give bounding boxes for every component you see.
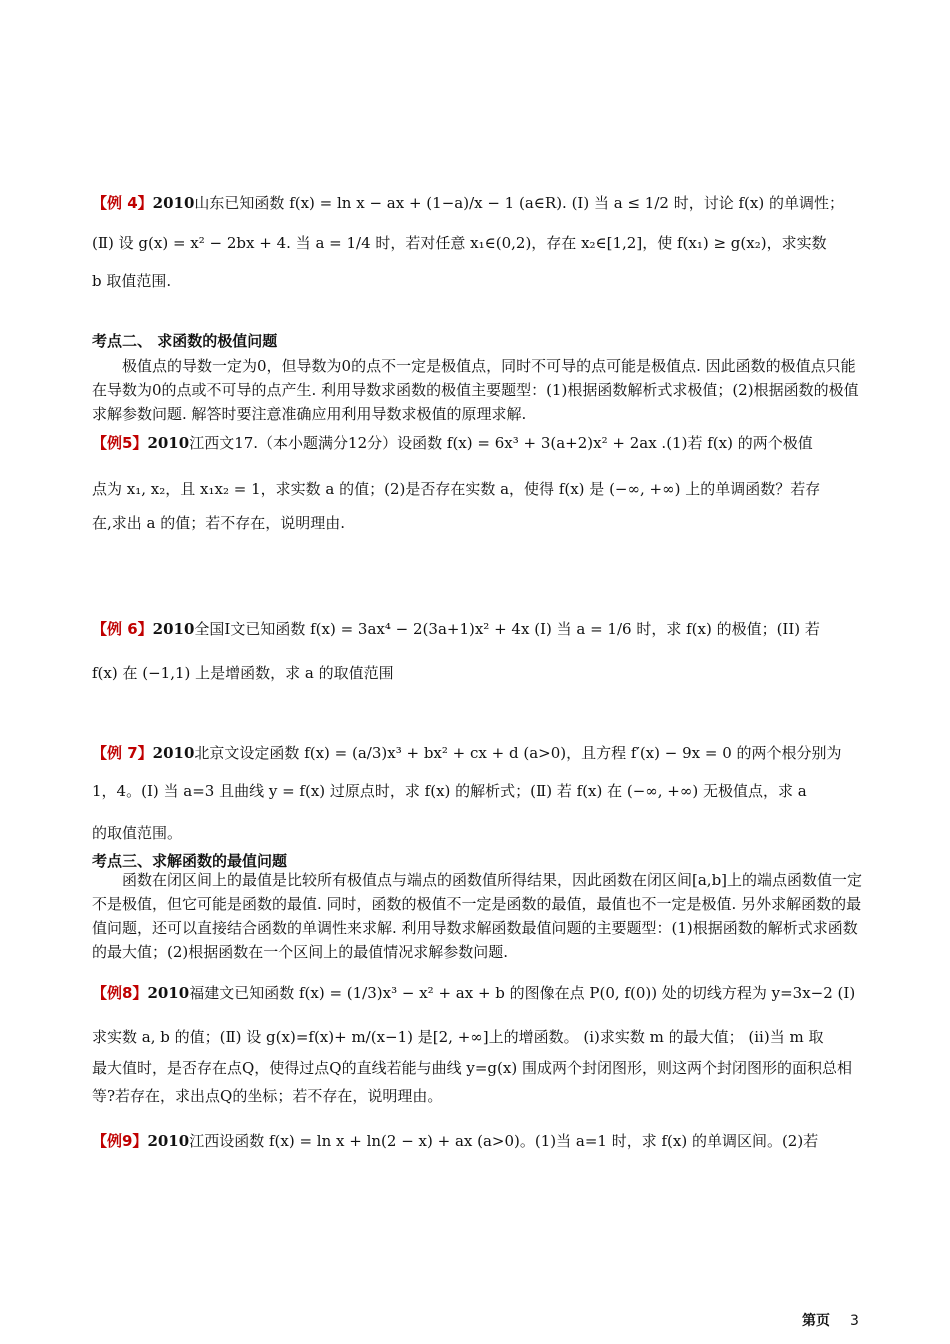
example-text: 全国Ⅰ文已知函数 f(x) = 3ax⁴ − 2(3a+1)x² + 4x (I) 当 a = 1/6 时，求 f(x) 的极值；(II) 若: [194, 620, 820, 638]
year: 2010: [147, 434, 190, 452]
example-8: [92, 976, 864, 1110]
example-tag: 【例 6】: [92, 620, 153, 638]
example-6: [92, 612, 864, 690]
example-text-2: 点为 x₁, x₂，且 x₁x₂ = 1，求实数 a 的值；(2)是否存在实数 a，使得 f(x) 是 (−∞, +∞) 上的单调函数？若存: [92, 480, 821, 498]
section-3-title: 考点三、求解函数的最值问题: [92, 852, 288, 870]
example-5: [92, 426, 864, 540]
year: 2010: [152, 744, 195, 762]
page-footer: [802, 1310, 859, 1330]
example-text: 北京文设定函数 f(x) = (a/3)x³ + bx² + cx + d (a>0)，且方程 f′(x) − 9x = 0 的两个根分别为: [194, 744, 842, 762]
section-3-body: 函数在闭区间上的最值是比较所有极值点与端点的函数值所得结果，因此函数在闭区间[a,b]上的端点函数值一定不是极值，但它可能是函数的最值. 同时，函数的极值不一定是函数的最值，最值也不一定是极值. 另外求解函数的最值问题，还可以直接结合函数的单调性来求解. 利用导数求解函数最值问题的主要题型：(1)根据函数的解析式求函数的最大值；(2)根据函数在一个区间上的最值情况求解参数问题.: [92, 871, 863, 961]
example-text-2: 求实数 a, b 的值；(Ⅱ) 设 g(x)=f(x)+ m/(x−1) 是[2, +∞]上的增函数。 (i)求实数 m 的最大值； (ii)当 m 取: [92, 1028, 824, 1046]
example-text-3: b 取值范围.: [92, 272, 172, 290]
example-text: 江西文17.（本小题满分12分）设函数 f(x) = 6x³ + 3(a+2)x² + 2ax .(1)若 f(x) 的两个极值: [189, 434, 813, 452]
example-tag: 【例 7】: [92, 744, 153, 762]
year: 2010: [147, 1132, 190, 1150]
section-2-title: 考点二、 求函数的极值问题: [92, 332, 278, 350]
example-4: [92, 186, 864, 298]
example-text: 山东已知函数 f(x) = ln x − ax + (1−a)/x − 1 (a∈R). (Ⅰ) 当 a ≤ 1/2 时，讨论 f(x) 的单调性；: [194, 194, 844, 212]
example-text-2: 1，4。(Ⅰ) 当 a=3 且曲线 y = f(x) 过原点时，求 f(x) 的解析式；(Ⅱ) 若 f(x) 在 (−∞, +∞) 无极值点，求 a: [92, 782, 807, 800]
example-text-3: 的取值范围。: [92, 824, 183, 842]
example-text: 江西设函数 f(x) = ln x + ln(2 − x) + ax (a>0)。(1)当 a=1 时，求 f(x) 的单调区间。(2)若: [189, 1132, 819, 1150]
example-tag: 【例5】: [92, 434, 148, 452]
example-9: [92, 1124, 864, 1158]
example-text-2: (Ⅱ) 设 g(x) = x² − 2bx + 4. 当 a = 1/4 时，若对任意 x₁∈(0,2)，存在 x₂∈[1,2]，使 f(x₁) ≥ g(x₂)，求实数: [92, 234, 827, 252]
example-tag: 【例 4】: [92, 194, 153, 212]
page-number: 3: [850, 1313, 859, 1329]
example-text: 福建文已知函数 f(x) = (1/3)x³ − x² + ax + b 的图像在点 P(0, f(0)) 处的切线方程为 y=3x−2 (Ⅰ): [189, 984, 856, 1002]
example-text-3: 最大值时，是否存在点Q，使得过点Q的直线若能与曲线 y=g(x) 围成两个封闭图形，则这两个封闭图形的面积总相等?若存在，求出点Q的坐标；若不存在，说明理由。: [92, 1059, 852, 1105]
example-tag: 【例8】: [92, 984, 148, 1002]
example-tag: 【例9】: [92, 1132, 148, 1150]
example-text-2: f(x) 在 (−1,1) 上是增函数，求 a 的取值范围: [92, 664, 394, 682]
year: 2010: [147, 984, 190, 1002]
year: 2010: [152, 194, 195, 212]
example-7: [92, 736, 864, 850]
footer-label: 第页: [802, 1313, 830, 1329]
year: 2010: [152, 620, 195, 638]
example-text-3: 在,求出 a 的值；若不存在，说明理由.: [92, 514, 346, 532]
section-2-body: 极值点的导数一定为0，但导数为0的点不一定是极值点，同时不可导的点可能是极值点. 因此函数的极值点只能在导数为0的点或不可导的点产生. 利用导数求函数的极值主要题型：(1)根据函数解析式求极值；(2)根据函数的极值求解参数问题. 解答时要注意准确应用利用导数求极值的原理求解.: [92, 357, 859, 423]
